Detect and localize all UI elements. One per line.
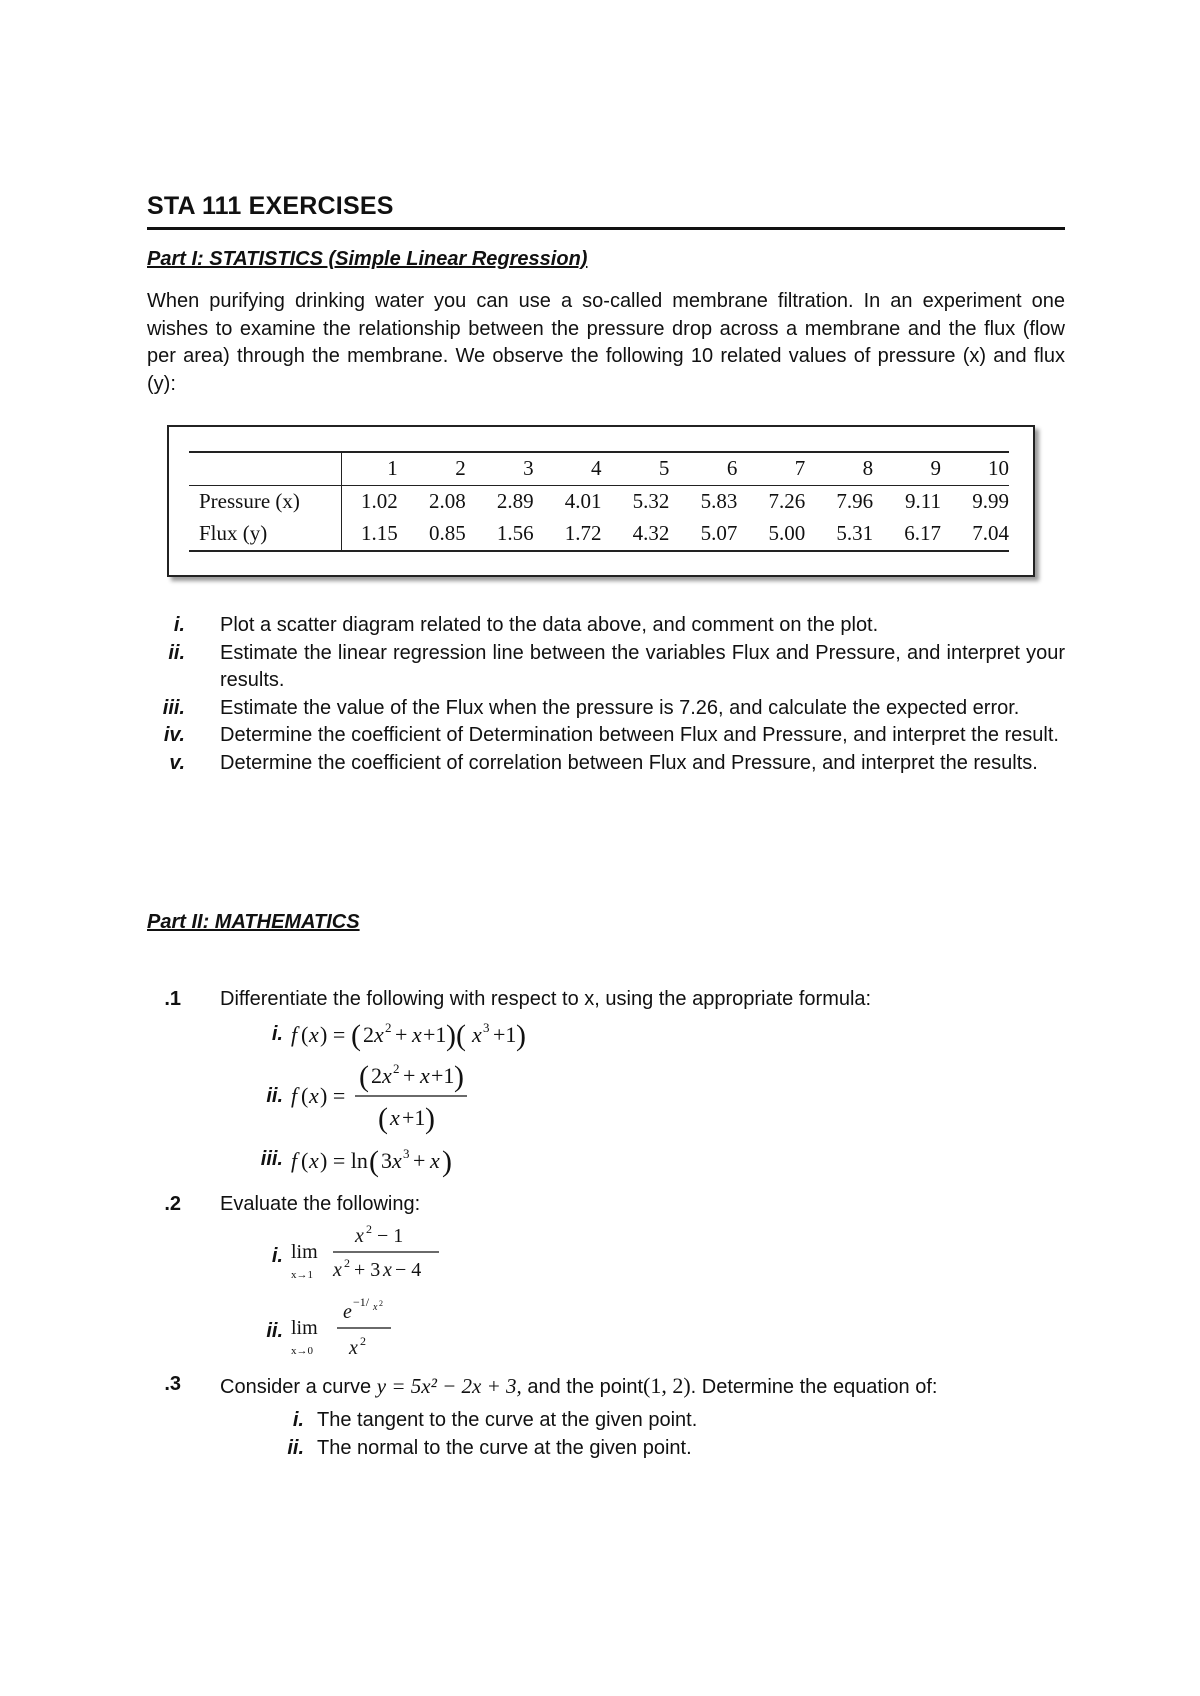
flux-cell: 1.72 [534, 518, 602, 551]
svg-text:2: 2 [371, 1063, 382, 1088]
flux-cell: 5.31 [805, 518, 873, 551]
svg-text:x: x [309, 1083, 319, 1108]
flux-label: Flux (y) [189, 518, 342, 551]
question-number: iii. [162, 696, 185, 719]
svg-text:lim: lim [291, 1317, 318, 1339]
sub-label: i. [271, 1023, 283, 1045]
svg-text:+: + [403, 1063, 416, 1088]
formula-1iii [291, 1140, 521, 1182]
svg-text:(: ( [351, 1019, 361, 1052]
svg-text:f: f [291, 1083, 298, 1108]
sub-label: iii. [260, 1148, 283, 1170]
q3-point: (1, 2) [643, 1373, 691, 1398]
svg-text:x: x [309, 1148, 319, 1173]
svg-text:x: x [420, 1063, 430, 1088]
svg-text:): ) [442, 1145, 452, 1178]
svg-text:) =: ) = [320, 1083, 346, 1108]
svg-text:e: e [343, 1301, 352, 1323]
table-index-cell: 5 [602, 452, 670, 486]
table-index-cell: 7 [737, 452, 805, 486]
question-text: Determine the coefficient of Determination between Flux and Pressure, and interpret the result. [220, 724, 1059, 746]
svg-text:(: ( [369, 1145, 379, 1178]
title-rule [147, 227, 1065, 230]
q3-text-mid: and the point [527, 1376, 643, 1398]
table-index-cell: 4 [534, 452, 602, 486]
flux-cell: 7.04 [941, 518, 1009, 551]
svg-text:2: 2 [363, 1022, 374, 1047]
sub-label: ii. [266, 1320, 283, 1342]
flux-cell: 1.15 [342, 518, 398, 551]
question-text [220, 1373, 937, 1399]
sub-label: ii. [266, 1085, 283, 1107]
q3-sub-item [269, 1409, 697, 1432]
flux-cell: 4.32 [602, 518, 670, 551]
svg-text:(: ( [301, 1022, 309, 1047]
svg-text:+1: +1 [493, 1022, 517, 1047]
svg-text:+ 3: + 3 [354, 1259, 381, 1281]
svg-text:2: 2 [393, 1061, 400, 1076]
svg-text:−1/: −1/ [353, 1295, 370, 1309]
svg-text:(: ( [301, 1083, 309, 1108]
svg-text:+: + [413, 1148, 426, 1173]
svg-text:x: x [430, 1148, 440, 1173]
flux-cell: 5.07 [669, 518, 737, 551]
sub-text: The tangent to the curve at the given point. [317, 1409, 698, 1431]
pressure-cell: 9.11 [905, 489, 942, 513]
svg-text:+1: +1 [431, 1063, 455, 1088]
svg-text:2: 2 [385, 1020, 392, 1035]
svg-text:x: x [309, 1022, 319, 1047]
table-row-pressure [189, 486, 1009, 519]
svg-text:2: 2 [344, 1256, 350, 1270]
svg-text:+: + [395, 1022, 408, 1047]
svg-text:− 1: − 1 [377, 1225, 404, 1247]
table-row-flux [189, 518, 1009, 551]
pressure-cell: 5.83 [700, 489, 738, 513]
question-number: ii. [168, 641, 185, 664]
question-text: Determine the coefficient of correlation between Flux and Pressure, and interpret the results. [220, 751, 1038, 774]
question-text: Differentiate the following with respect to x, using the appropriate formula: [220, 988, 872, 1010]
svg-text:x: x [349, 1337, 358, 1359]
question-item [147, 640, 1065, 695]
svg-text:(: ( [359, 1060, 369, 1093]
svg-text:(: ( [378, 1102, 388, 1135]
question-text: Plot a scatter diagram related to the data above, and comment on the plot. [220, 614, 879, 636]
sub-label: i. [271, 1245, 283, 1267]
svg-text:x→0: x→0 [291, 1345, 313, 1357]
table-index-cell: 6 [669, 452, 737, 486]
svg-text:f: f [291, 1022, 298, 1047]
pressure-cell: 9.99 [972, 489, 1009, 513]
flux-cell: 5.00 [737, 518, 805, 551]
flux-cell: 6.17 [873, 518, 941, 551]
svg-text:): ) [516, 1019, 526, 1052]
data-table-box [167, 425, 1035, 577]
question-item [147, 695, 1065, 723]
svg-text:x: x [382, 1063, 392, 1088]
q3-sub-item [269, 1437, 692, 1460]
sub-label: ii. [287, 1437, 304, 1459]
svg-text:): ) [454, 1060, 464, 1093]
question-number: i. [173, 614, 185, 636]
pressure-cell: 7.26 [768, 489, 806, 513]
svg-text:): ) [425, 1102, 435, 1135]
pressure-cell: 1.02 [361, 489, 398, 513]
formula-2ii [291, 1290, 431, 1366]
svg-text:x: x [333, 1259, 342, 1281]
document-title: STA 111 EXERCISES [147, 192, 394, 220]
pressure-cell: 2.89 [496, 489, 534, 513]
pressure-cell: 7.96 [836, 489, 874, 513]
question-item [147, 750, 1065, 778]
svg-text:x: x [373, 1302, 378, 1313]
flux-cell: 0.85 [398, 518, 466, 551]
svg-text:) = ln: ) = ln [320, 1148, 368, 1173]
table-index-cell: 1 [342, 452, 398, 486]
q3-curve: y = 5x² − 2x + 3, [376, 1374, 522, 1398]
part1-intro: When purifying drinking water you can use a so-called membrane filtration. In an experiment one wishes to examine the relationship between the pressure drop across a membrane and the flux (flow per area) through the membrane. We observe the following 10 related values of pressure (x) and flux (y): [147, 290, 1065, 395]
question-number: iv. [163, 724, 185, 746]
question-item [147, 612, 1065, 640]
data-table [189, 451, 1009, 552]
svg-text:(: ( [301, 1148, 309, 1173]
formula-1i [291, 1014, 571, 1056]
table-corner-cell [189, 452, 342, 486]
svg-text:2: 2 [366, 1222, 372, 1236]
svg-text:3: 3 [403, 1146, 410, 1161]
table-header-row [189, 452, 1009, 486]
flux-cell: 1.56 [466, 518, 534, 551]
svg-text:2: 2 [360, 1334, 366, 1348]
question-item [147, 722, 1065, 750]
svg-text:x: x [383, 1259, 392, 1281]
table-index-cell: 8 [805, 452, 873, 486]
formula-1ii [291, 1058, 521, 1138]
svg-text:+1: +1 [423, 1022, 447, 1047]
svg-text:x: x [472, 1022, 482, 1047]
question-text: Estimate the linear regression line between the variables Flux and Pressure, and interpret your results. [220, 641, 1065, 691]
formula-2i [291, 1220, 491, 1292]
table-index-cell: 9 [873, 452, 941, 486]
part2-heading: Part II: MATHEMATICS [147, 911, 360, 933]
part1-heading: Part I: STATISTICS (Simple Linear Regression) [147, 248, 588, 270]
svg-text:x→1: x→1 [291, 1269, 313, 1281]
question-number: v. [169, 751, 185, 774]
svg-text:) =: ) = [320, 1022, 346, 1047]
question-text: Estimate the value of the Flux when the pressure is 7.26, and calculate the expected error. [220, 696, 1020, 719]
q3-text-after: . Determine the equation of: [690, 1376, 938, 1398]
svg-text:f: f [291, 1148, 298, 1173]
pressure-cell: 5.32 [632, 489, 670, 513]
q3-text-before: Consider a curve [220, 1376, 372, 1398]
pressure-cell: 2.08 [428, 489, 466, 513]
table-index-cell: 10 [941, 452, 1009, 486]
svg-text:+1: +1 [402, 1105, 426, 1130]
svg-text:x: x [374, 1022, 384, 1047]
svg-text:)(: )( [446, 1019, 466, 1052]
svg-text:3: 3 [483, 1020, 490, 1035]
question-text: Evaluate the following: [220, 1193, 421, 1215]
svg-text:− 4: − 4 [395, 1259, 422, 1281]
part1-questions [147, 612, 1065, 777]
pressure-cell: 4.01 [564, 489, 602, 513]
svg-text:lim: lim [291, 1241, 318, 1263]
svg-text:x: x [390, 1105, 400, 1130]
svg-text:x: x [355, 1225, 364, 1247]
sub-label: i. [292, 1409, 304, 1431]
pressure-label: Pressure (x) [189, 486, 342, 519]
svg-text:x: x [392, 1148, 402, 1173]
sub-text: The normal to the curve at the given point. [317, 1437, 692, 1459]
table-index-cell: 2 [398, 452, 466, 486]
svg-text:3: 3 [381, 1148, 392, 1173]
svg-text:x: x [412, 1022, 422, 1047]
table-index-cell: 3 [466, 452, 534, 486]
svg-text:2: 2 [379, 1299, 383, 1308]
